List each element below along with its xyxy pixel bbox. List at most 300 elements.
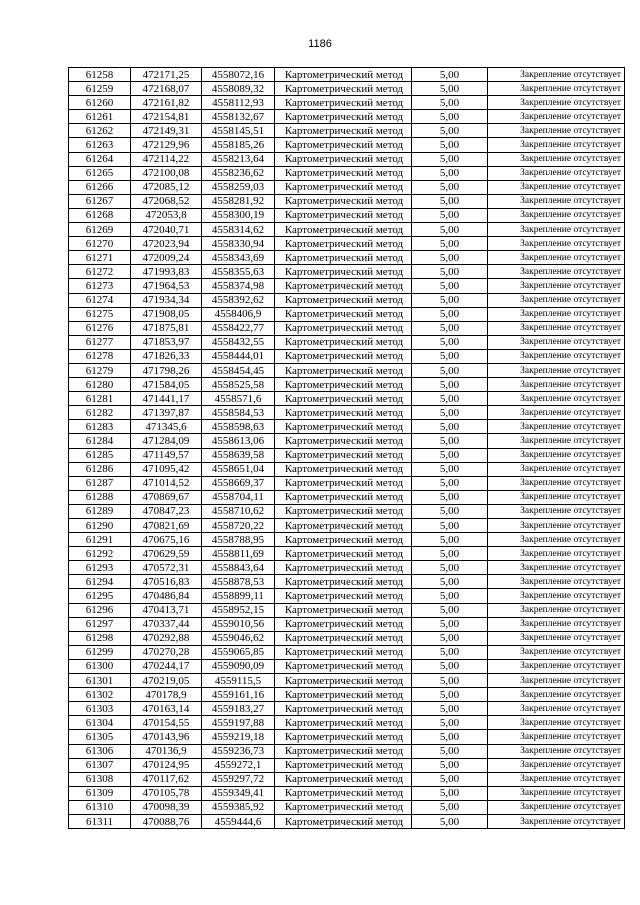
x-coordinate-cell: 471149,57	[131, 448, 202, 462]
point-number-cell: 61275	[69, 307, 131, 321]
method-cell: Картометрический метод	[275, 688, 412, 702]
method-cell: Картометрический метод	[275, 490, 412, 504]
accuracy-cell: 5,00	[412, 561, 488, 575]
fixing-cell: Закрепление отсутствует	[488, 476, 625, 490]
method-cell: Картометрический метод	[275, 406, 412, 420]
table-row	[69, 110, 625, 124]
point-number-cell: 61265	[69, 166, 131, 180]
x-coordinate-cell: 470088,76	[131, 814, 202, 828]
accuracy-cell: 5,00	[412, 96, 488, 110]
y-coordinate-cell: 4559272,1	[202, 758, 275, 772]
method-cell: Картометрический метод	[275, 110, 412, 124]
point-number-cell: 61284	[69, 434, 131, 448]
accuracy-cell: 5,00	[412, 251, 488, 265]
table-row	[69, 547, 625, 561]
x-coordinate-cell: 470154,55	[131, 716, 202, 730]
accuracy-cell: 5,00	[412, 68, 488, 82]
y-coordinate-cell: 4558314,62	[202, 223, 275, 237]
point-number-cell: 61262	[69, 124, 131, 138]
x-coordinate-cell: 470270,28	[131, 645, 202, 659]
y-coordinate-cell: 4558525,58	[202, 378, 275, 392]
point-number-cell: 61302	[69, 688, 131, 702]
fixing-cell: Закрепление отсутствует	[488, 575, 625, 589]
y-coordinate-cell: 4558878,53	[202, 575, 275, 589]
point-number-cell: 61295	[69, 589, 131, 603]
table-row	[69, 603, 625, 617]
fixing-cell: Закрепление отсутствует	[488, 279, 625, 293]
method-cell: Картометрический метод	[275, 293, 412, 307]
point-number-cell: 61307	[69, 758, 131, 772]
x-coordinate-cell: 471014,52	[131, 476, 202, 490]
y-coordinate-cell: 4558236,62	[202, 166, 275, 180]
accuracy-cell: 5,00	[412, 194, 488, 208]
fixing-cell: Закрепление отсутствует	[488, 589, 625, 603]
fixing-cell: Закрепление отсутствует	[488, 800, 625, 814]
fixing-cell: Закрепление отсутствует	[488, 152, 625, 166]
accuracy-cell: 5,00	[412, 307, 488, 321]
accuracy-cell: 5,00	[412, 406, 488, 420]
x-coordinate-cell: 470143,96	[131, 730, 202, 744]
method-cell: Картометрический метод	[275, 519, 412, 533]
method-cell: Картометрический метод	[275, 96, 412, 110]
table-row	[69, 814, 625, 828]
table-row	[69, 800, 625, 814]
table-row	[69, 223, 625, 237]
table-row	[69, 392, 625, 406]
method-cell: Картометрический метод	[275, 138, 412, 152]
method-cell: Картометрический метод	[275, 730, 412, 744]
method-cell: Картометрический метод	[275, 363, 412, 377]
accuracy-cell: 5,00	[412, 674, 488, 688]
accuracy-cell: 5,00	[412, 519, 488, 533]
table-row	[69, 533, 625, 547]
accuracy-cell: 5,00	[412, 631, 488, 645]
x-coordinate-cell: 471826,33	[131, 349, 202, 363]
x-coordinate-cell: 470572,31	[131, 561, 202, 575]
x-coordinate-cell: 471798,26	[131, 363, 202, 377]
y-coordinate-cell: 4558584,53	[202, 406, 275, 420]
y-coordinate-cell: 4559090,09	[202, 659, 275, 673]
x-coordinate-cell: 470413,71	[131, 603, 202, 617]
x-coordinate-cell: 470629,59	[131, 547, 202, 561]
x-coordinate-cell: 472168,07	[131, 82, 202, 96]
method-cell: Картометрический метод	[275, 378, 412, 392]
point-number-cell: 61274	[69, 293, 131, 307]
point-number-cell: 61292	[69, 547, 131, 561]
point-number-cell: 61283	[69, 420, 131, 434]
method-cell: Картометрический метод	[275, 744, 412, 758]
accuracy-cell: 5,00	[412, 420, 488, 434]
accuracy-cell: 5,00	[412, 645, 488, 659]
point-number-cell: 61276	[69, 321, 131, 335]
accuracy-cell: 5,00	[412, 152, 488, 166]
y-coordinate-cell: 4558392,62	[202, 293, 275, 307]
x-coordinate-cell: 470292,88	[131, 631, 202, 645]
fixing-cell: Закрепление отсутствует	[488, 392, 625, 406]
y-coordinate-cell: 4558343,69	[202, 251, 275, 265]
y-coordinate-cell: 4558300,19	[202, 208, 275, 222]
y-coordinate-cell: 4558259,03	[202, 180, 275, 194]
point-number-cell: 61289	[69, 504, 131, 518]
point-number-cell: 61298	[69, 631, 131, 645]
point-number-cell: 61300	[69, 659, 131, 673]
y-coordinate-cell: 4558145,51	[202, 124, 275, 138]
table-row	[69, 434, 625, 448]
accuracy-cell: 5,00	[412, 716, 488, 730]
page-number: 1186	[308, 38, 332, 50]
fixing-cell: Закрепление отсутствует	[488, 561, 625, 575]
accuracy-cell: 5,00	[412, 321, 488, 335]
table-body	[69, 68, 625, 829]
fixing-cell: Закрепление отсутствует	[488, 448, 625, 462]
table-row	[69, 631, 625, 645]
point-number-cell: 61306	[69, 744, 131, 758]
y-coordinate-cell: 4559197,88	[202, 716, 275, 730]
x-coordinate-cell: 471584,05	[131, 378, 202, 392]
fixing-cell: Закрепление отсутствует	[488, 363, 625, 377]
y-coordinate-cell: 4558374,98	[202, 279, 275, 293]
point-number-cell: 61291	[69, 533, 131, 547]
method-cell: Картометрический метод	[275, 194, 412, 208]
accuracy-cell: 5,00	[412, 349, 488, 363]
fixing-cell: Закрепление отсутствует	[488, 138, 625, 152]
accuracy-cell: 5,00	[412, 547, 488, 561]
fixing-cell: Закрепление отсутствует	[488, 82, 625, 96]
y-coordinate-cell: 4559385,92	[202, 800, 275, 814]
point-number-cell: 61287	[69, 476, 131, 490]
accuracy-cell: 5,00	[412, 293, 488, 307]
y-coordinate-cell: 4558598,63	[202, 420, 275, 434]
fixing-cell: Закрепление отсутствует	[488, 349, 625, 363]
fixing-cell: Закрепление отсутствует	[488, 462, 625, 476]
y-coordinate-cell: 4558132,67	[202, 110, 275, 124]
accuracy-cell: 5,00	[412, 800, 488, 814]
method-cell: Картометрический метод	[275, 476, 412, 490]
fixing-cell: Закрепление отсутствует	[488, 166, 625, 180]
fixing-cell: Закрепление отсутствует	[488, 321, 625, 335]
point-number-cell: 61267	[69, 194, 131, 208]
method-cell: Картометрический метод	[275, 589, 412, 603]
accuracy-cell: 5,00	[412, 82, 488, 96]
method-cell: Картометрический метод	[275, 547, 412, 561]
method-cell: Картометрический метод	[275, 448, 412, 462]
table-row	[69, 730, 625, 744]
fixing-cell: Закрепление отсутствует	[488, 490, 625, 504]
fixing-cell: Закрепление отсутствует	[488, 378, 625, 392]
accuracy-cell: 5,00	[412, 138, 488, 152]
x-coordinate-cell: 472114,22	[131, 152, 202, 166]
y-coordinate-cell: 4558406,9	[202, 307, 275, 321]
point-number-cell: 61260	[69, 96, 131, 110]
fixing-cell: Закрепление отсутствует	[488, 617, 625, 631]
x-coordinate-cell: 472053,8	[131, 208, 202, 222]
fixing-cell: Закрепление отсутствует	[488, 307, 625, 321]
accuracy-cell: 5,00	[412, 462, 488, 476]
y-coordinate-cell: 4559115,5	[202, 674, 275, 688]
fixing-cell: Закрепление отсутствует	[488, 702, 625, 716]
point-number-cell: 61294	[69, 575, 131, 589]
table-row	[69, 363, 625, 377]
table-row	[69, 307, 625, 321]
table-row	[69, 378, 625, 392]
point-number-cell: 61277	[69, 335, 131, 349]
fixing-cell: Закрепление отсутствует	[488, 645, 625, 659]
method-cell: Картометрический метод	[275, 208, 412, 222]
y-coordinate-cell: 4558454,45	[202, 363, 275, 377]
accuracy-cell: 5,00	[412, 504, 488, 518]
fixing-cell: Закрепление отсутствует	[488, 208, 625, 222]
point-number-cell: 61293	[69, 561, 131, 575]
method-cell: Картометрический метод	[275, 166, 412, 180]
fixing-cell: Закрепление отсутствует	[488, 251, 625, 265]
accuracy-cell: 5,00	[412, 575, 488, 589]
point-number-cell: 61273	[69, 279, 131, 293]
point-number-cell: 61280	[69, 378, 131, 392]
fixing-cell: Закрепление отсутствует	[488, 335, 625, 349]
y-coordinate-cell: 4559349,41	[202, 786, 275, 800]
x-coordinate-cell: 470675,16	[131, 533, 202, 547]
method-cell: Картометрический метод	[275, 321, 412, 335]
y-coordinate-cell: 4558444,01	[202, 349, 275, 363]
table-row	[69, 448, 625, 462]
table-row	[69, 786, 625, 800]
x-coordinate-cell: 470847,23	[131, 504, 202, 518]
x-coordinate-cell: 471908,05	[131, 307, 202, 321]
fixing-cell: Закрепление отсутствует	[488, 744, 625, 758]
method-cell: Картометрический метод	[275, 434, 412, 448]
table-row	[69, 237, 625, 251]
accuracy-cell: 5,00	[412, 659, 488, 673]
x-coordinate-cell: 472009,24	[131, 251, 202, 265]
point-number-cell: 61282	[69, 406, 131, 420]
method-cell: Картометрический метод	[275, 758, 412, 772]
method-cell: Картометрический метод	[275, 68, 412, 82]
point-number-cell: 61264	[69, 152, 131, 166]
point-number-cell: 61305	[69, 730, 131, 744]
accuracy-cell: 5,00	[412, 363, 488, 377]
method-cell: Картометрический метод	[275, 772, 412, 786]
method-cell: Картометрический метод	[275, 702, 412, 716]
point-number-cell: 61268	[69, 208, 131, 222]
method-cell: Картометрический метод	[275, 659, 412, 673]
accuracy-cell: 5,00	[412, 110, 488, 124]
accuracy-cell: 5,00	[412, 617, 488, 631]
x-coordinate-cell: 471993,83	[131, 265, 202, 279]
y-coordinate-cell: 4558811,69	[202, 547, 275, 561]
table-row	[69, 349, 625, 363]
method-cell: Картометрический метод	[275, 674, 412, 688]
x-coordinate-cell: 472129,96	[131, 138, 202, 152]
accuracy-cell: 5,00	[412, 392, 488, 406]
x-coordinate-cell: 472149,31	[131, 124, 202, 138]
point-number-cell: 61281	[69, 392, 131, 406]
fixing-cell: Закрепление отсутствует	[488, 603, 625, 617]
accuracy-cell: 5,00	[412, 335, 488, 349]
accuracy-cell: 5,00	[412, 180, 488, 194]
x-coordinate-cell: 470821,69	[131, 519, 202, 533]
fixing-cell: Закрепление отсутствует	[488, 68, 625, 82]
table-row	[69, 265, 625, 279]
method-cell: Картометрический метод	[275, 223, 412, 237]
y-coordinate-cell: 4558089,32	[202, 82, 275, 96]
table-row	[69, 180, 625, 194]
method-cell: Картометрический метод	[275, 561, 412, 575]
table-row	[69, 166, 625, 180]
accuracy-cell: 5,00	[412, 758, 488, 772]
y-coordinate-cell: 4558669,37	[202, 476, 275, 490]
y-coordinate-cell: 4558613,06	[202, 434, 275, 448]
fixing-cell: Закрепление отсутствует	[488, 772, 625, 786]
point-number-cell: 61286	[69, 462, 131, 476]
x-coordinate-cell: 471853,97	[131, 335, 202, 349]
point-number-cell: 61278	[69, 349, 131, 363]
fixing-cell: Закрепление отсутствует	[488, 758, 625, 772]
accuracy-cell: 5,00	[412, 702, 488, 716]
method-cell: Картометрический метод	[275, 462, 412, 476]
y-coordinate-cell: 4558788,95	[202, 533, 275, 547]
method-cell: Картометрический метод	[275, 335, 412, 349]
table-row	[69, 406, 625, 420]
table-row	[69, 152, 625, 166]
method-cell: Картометрический метод	[275, 307, 412, 321]
x-coordinate-cell: 471934,34	[131, 293, 202, 307]
point-number-cell: 61304	[69, 716, 131, 730]
y-coordinate-cell: 4558710,62	[202, 504, 275, 518]
accuracy-cell: 5,00	[412, 744, 488, 758]
table-row	[69, 716, 625, 730]
table-row	[69, 82, 625, 96]
point-number-cell: 61272	[69, 265, 131, 279]
fixing-cell: Закрепление отсутствует	[488, 237, 625, 251]
point-number-cell: 61279	[69, 363, 131, 377]
method-cell: Картометрический метод	[275, 603, 412, 617]
accuracy-cell: 5,00	[412, 589, 488, 603]
method-cell: Картометрический метод	[275, 631, 412, 645]
fixing-cell: Закрепление отсутствует	[488, 814, 625, 828]
x-coordinate-cell: 470337,44	[131, 617, 202, 631]
x-coordinate-cell: 472023,94	[131, 237, 202, 251]
y-coordinate-cell: 4559444,6	[202, 814, 275, 828]
fixing-cell: Закрепление отсутствует	[488, 716, 625, 730]
accuracy-cell: 5,00	[412, 448, 488, 462]
y-coordinate-cell: 4558571,6	[202, 392, 275, 406]
x-coordinate-cell: 470486,84	[131, 589, 202, 603]
y-coordinate-cell: 4558112,93	[202, 96, 275, 110]
fixing-cell: Закрепление отсутствует	[488, 406, 625, 420]
method-cell: Картометрический метод	[275, 265, 412, 279]
method-cell: Картометрический метод	[275, 279, 412, 293]
y-coordinate-cell: 4558422,77	[202, 321, 275, 335]
table-row	[69, 462, 625, 476]
x-coordinate-cell: 472161,82	[131, 96, 202, 110]
x-coordinate-cell: 472100,08	[131, 166, 202, 180]
x-coordinate-cell: 470098,39	[131, 800, 202, 814]
table-row	[69, 659, 625, 673]
y-coordinate-cell: 4558899,11	[202, 589, 275, 603]
accuracy-cell: 5,00	[412, 265, 488, 279]
y-coordinate-cell: 4558185,26	[202, 138, 275, 152]
point-number-cell: 61258	[69, 68, 131, 82]
y-coordinate-cell: 4558432,55	[202, 335, 275, 349]
y-coordinate-cell: 4558720,22	[202, 519, 275, 533]
fixing-cell: Закрепление отсутствует	[488, 110, 625, 124]
table-row	[69, 561, 625, 575]
accuracy-cell: 5,00	[412, 223, 488, 237]
x-coordinate-cell: 470136,9	[131, 744, 202, 758]
y-coordinate-cell: 4558704,11	[202, 490, 275, 504]
x-coordinate-cell: 471397,87	[131, 406, 202, 420]
x-coordinate-cell: 470869,67	[131, 490, 202, 504]
y-coordinate-cell: 4559183,27	[202, 702, 275, 716]
fixing-cell: Закрепление отсутствует	[488, 96, 625, 110]
point-number-cell: 61259	[69, 82, 131, 96]
accuracy-cell: 5,00	[412, 166, 488, 180]
table-row	[69, 138, 625, 152]
y-coordinate-cell: 4559219,18	[202, 730, 275, 744]
y-coordinate-cell: 4559065,85	[202, 645, 275, 659]
y-coordinate-cell: 4558072,16	[202, 68, 275, 82]
point-number-cell: 61285	[69, 448, 131, 462]
x-coordinate-cell: 471964,53	[131, 279, 202, 293]
y-coordinate-cell: 4558843,64	[202, 561, 275, 575]
x-coordinate-cell: 470124,95	[131, 758, 202, 772]
x-coordinate-cell: 472040,71	[131, 223, 202, 237]
y-coordinate-cell: 4558281,92	[202, 194, 275, 208]
point-number-cell: 61269	[69, 223, 131, 237]
x-coordinate-cell: 472085,12	[131, 180, 202, 194]
x-coordinate-cell: 472068,52	[131, 194, 202, 208]
table-row	[69, 251, 625, 265]
method-cell: Картометрический метод	[275, 617, 412, 631]
x-coordinate-cell: 470163,14	[131, 702, 202, 716]
accuracy-cell: 5,00	[412, 490, 488, 504]
x-coordinate-cell: 470244,17	[131, 659, 202, 673]
x-coordinate-cell: 471284,09	[131, 434, 202, 448]
table-row	[69, 476, 625, 490]
method-cell: Картометрический метод	[275, 420, 412, 434]
accuracy-cell: 5,00	[412, 378, 488, 392]
y-coordinate-cell: 4558952,15	[202, 603, 275, 617]
table-row	[69, 504, 625, 518]
accuracy-cell: 5,00	[412, 124, 488, 138]
table-row	[69, 96, 625, 110]
accuracy-cell: 5,00	[412, 434, 488, 448]
x-coordinate-cell: 470219,05	[131, 674, 202, 688]
point-number-cell: 61266	[69, 180, 131, 194]
accuracy-cell: 5,00	[412, 476, 488, 490]
fixing-cell: Закрепление отсутствует	[488, 519, 625, 533]
fixing-cell: Закрепление отсутствует	[488, 674, 625, 688]
fixing-cell: Закрепление отсутствует	[488, 533, 625, 547]
fixing-cell: Закрепление отсутствует	[488, 420, 625, 434]
x-coordinate-cell: 472154,81	[131, 110, 202, 124]
method-cell: Картометрический метод	[275, 533, 412, 547]
method-cell: Картометрический метод	[275, 800, 412, 814]
point-number-cell: 61309	[69, 786, 131, 800]
method-cell: Картометрический метод	[275, 251, 412, 265]
table-row	[69, 420, 625, 434]
y-coordinate-cell: 4558651,04	[202, 462, 275, 476]
x-coordinate-cell: 470178,9	[131, 688, 202, 702]
method-cell: Картометрический метод	[275, 786, 412, 800]
method-cell: Картометрический метод	[275, 152, 412, 166]
fixing-cell: Закрепление отсутствует	[488, 631, 625, 645]
table-row	[69, 575, 625, 589]
accuracy-cell: 5,00	[412, 786, 488, 800]
method-cell: Картометрический метод	[275, 716, 412, 730]
method-cell: Картометрический метод	[275, 645, 412, 659]
fixing-cell: Закрепление отсутствует	[488, 180, 625, 194]
